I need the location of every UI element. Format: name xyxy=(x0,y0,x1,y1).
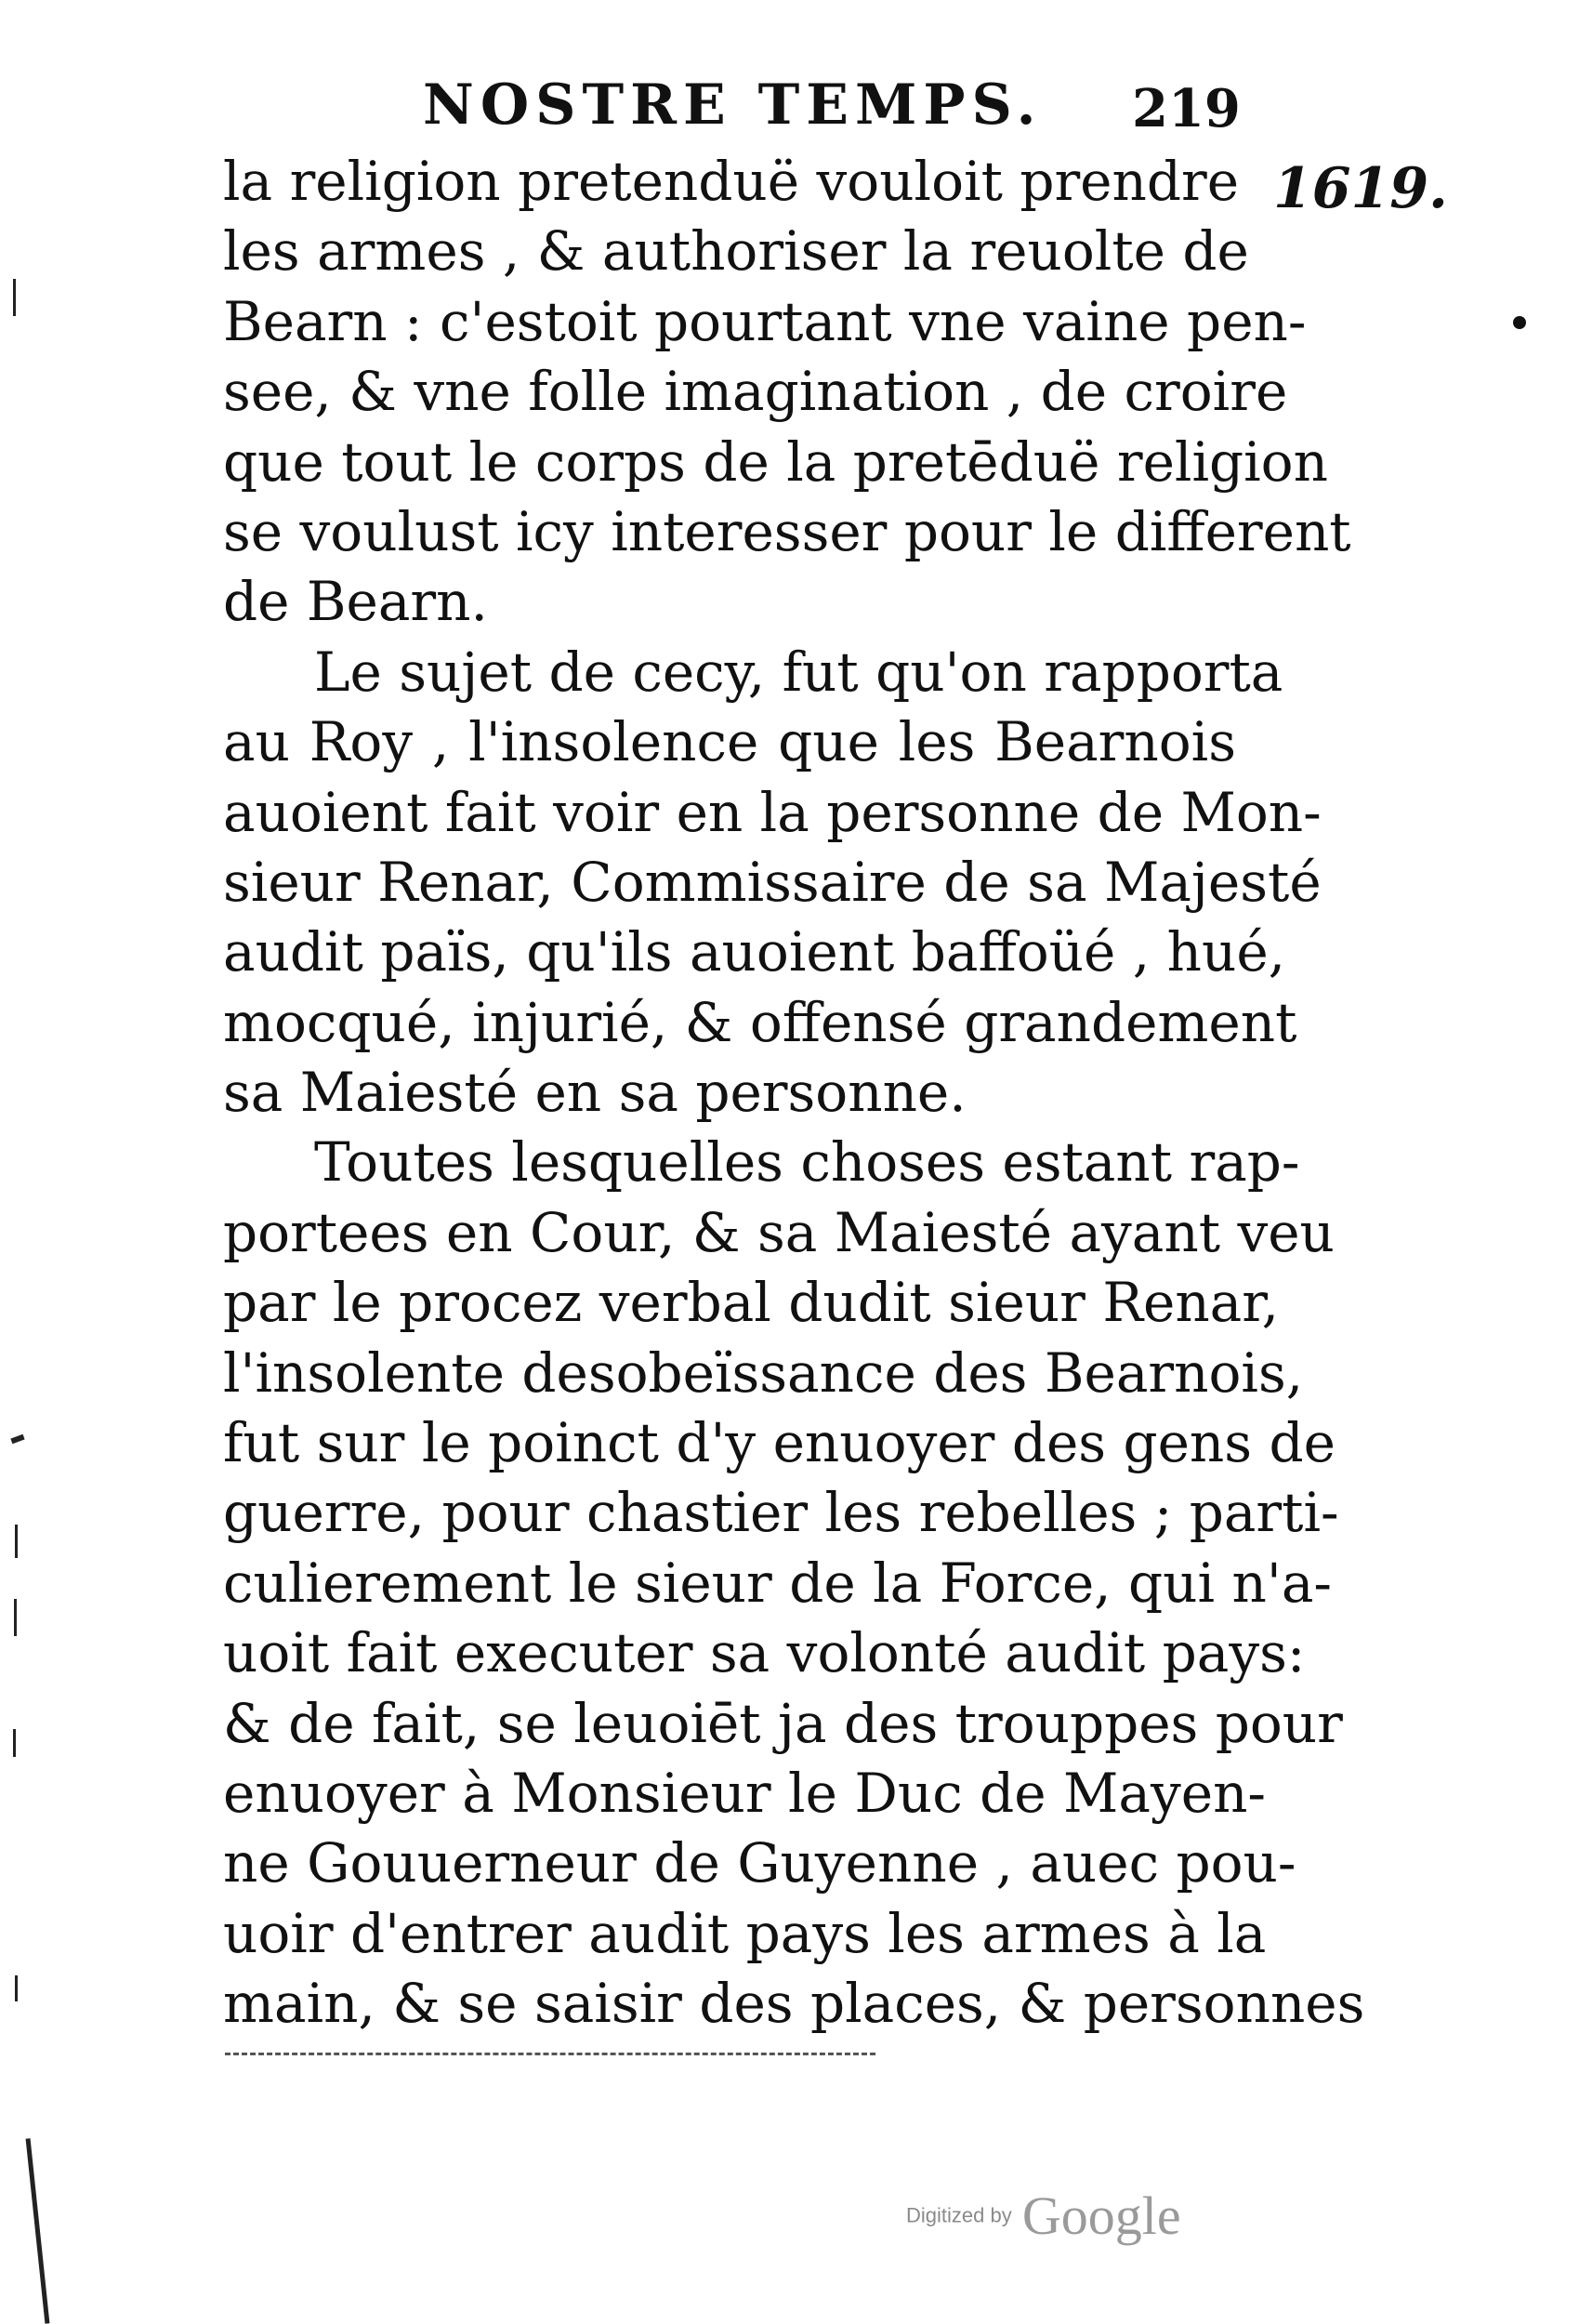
text-line: portees en Cour, & sa Maiesté ayant veu xyxy=(223,1200,1335,1264)
scan-edge-mark xyxy=(13,1729,16,1757)
text-line: main, & se saisir des places, & personnes xyxy=(223,1972,1365,2036)
scan-edge-mark xyxy=(15,1975,18,2001)
text-line: culierement le sieur de la Force, qui n'a- xyxy=(223,1551,1332,1615)
text-line: mocqué, injurié, & offensé grandement xyxy=(223,990,1297,1054)
text-line: uoir d'entrer audit pays les armes à la xyxy=(223,1901,1267,1965)
text-line: ne Gouuerneur de Guyenne , auec pou- xyxy=(223,1831,1296,1895)
text-line: par le procez verbal dudit sieur Renar, xyxy=(223,1271,1280,1335)
digitized-by-label: Digitized by xyxy=(906,2203,1012,2227)
text-line: auoient fait voir en la personne de Mon- xyxy=(223,780,1322,844)
text-line: sa Maiesté en sa personne. xyxy=(223,1061,967,1125)
text-line: l'insolente desobeïssance des Bearnois, xyxy=(223,1340,1304,1405)
digitization-credit xyxy=(906,2185,1181,2247)
scan-edge-mark xyxy=(14,1599,17,1636)
scan-edge-mark xyxy=(13,279,16,316)
text-line: uoit fait executer sa volonté audit pays: xyxy=(223,1621,1306,1685)
text-line: que tout le corps de la pretēduë religion xyxy=(223,429,1328,494)
scan-edge-mark xyxy=(26,2138,50,2323)
scan-edge-mark xyxy=(15,1525,18,1558)
text-line: guerre, pour chastier les rebelles ; parti- xyxy=(223,1481,1339,1545)
text-line: sieur Renar, Commissaire de sa Majesté xyxy=(223,850,1322,914)
google-logo: Google xyxy=(1021,2185,1181,2246)
text-line: se voulust icy interesser pour le different xyxy=(223,499,1351,563)
text-line: les armes , & authoriser la reuolte de xyxy=(223,219,1249,284)
scan-edge-mark xyxy=(10,1434,24,1444)
text-line: fut sur le poinct d'y enuoyer des gens de xyxy=(223,1411,1336,1475)
text-line: audit païs, qu'ils auoient baffoüé , hué, xyxy=(223,920,1286,984)
page-number: 219 xyxy=(1132,78,1241,139)
text-line: la religion pretenduë vouloit prendre xyxy=(223,150,1240,213)
paragraph-start-line: Le sujet de cecy, fut qu'on rapporta xyxy=(314,640,1283,704)
running-head: NOSTRE TEMPS. xyxy=(423,73,1043,138)
scan-ink-dot xyxy=(1513,316,1526,329)
text-line: de Bearn. xyxy=(223,570,488,634)
text-line: Bearn : c'estoit pourtant vne vaine pen- xyxy=(223,289,1307,353)
text-line: & de fait, se leuoiēt ja des trouppes pour xyxy=(223,1691,1343,1755)
text-line: enuoyer à Monsieur le Duc de Mayen- xyxy=(223,1761,1267,1825)
text-line: see, & vne folle imagination , de croire xyxy=(223,360,1288,424)
paragraph-start-line: Toutes lesquelles choses estant rap- xyxy=(314,1130,1300,1195)
bottom-rule xyxy=(225,2053,875,2055)
margin-year-note: 1619. xyxy=(1273,156,1448,221)
text-line: au Roy , l'insolence que les Bearnois xyxy=(223,710,1236,774)
